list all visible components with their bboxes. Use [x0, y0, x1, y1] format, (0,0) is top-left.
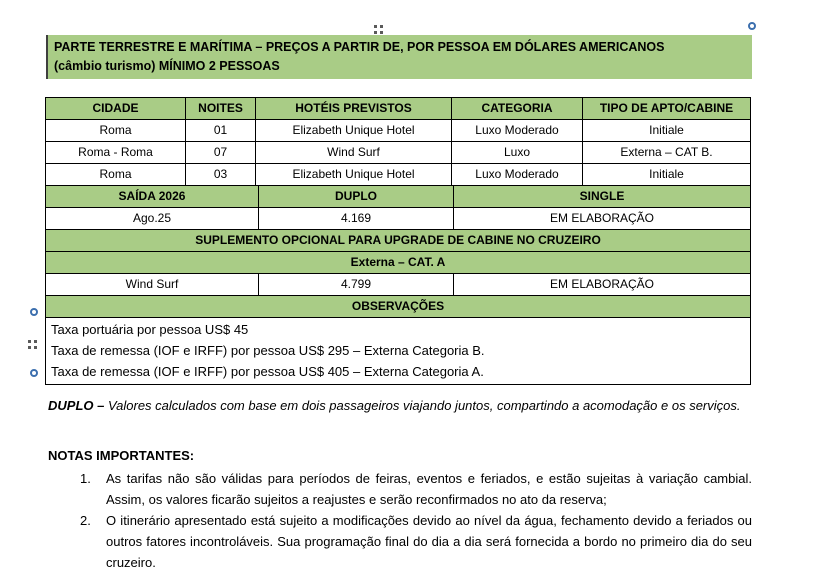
cell-upgrade-price: 4.799 — [259, 274, 454, 295]
selection-handle-left-upper[interactable] — [30, 308, 38, 316]
table-row — [46, 164, 750, 186]
observation-line: Taxa de remessa (IOF e IRFF) por pessoa US$ 295 – Externa Categoria B. — [51, 343, 485, 358]
duplo-note-text: Valores calculados com base em dois passageiros viajando juntos, compartindo a acomodação e os serviços. — [104, 398, 741, 413]
note-item-number: 1. — [80, 471, 91, 486]
observation-line: Taxa de remessa (IOF e IRFF) por pessoa US$ 405 – Externa Categoria A. — [51, 364, 484, 379]
cell-noites: 01 — [186, 120, 256, 141]
col-header-single: SINGLE — [579, 189, 625, 203]
supplement-category: Externa – CAT. A — [350, 255, 446, 269]
col-header-saida: SAÍDA 2026 — [46, 186, 259, 207]
pricing-header-row — [46, 186, 750, 208]
cell-upgrade-single: EM ELABORAÇÃO — [549, 277, 655, 291]
cell-tipo-apto: Initiale — [649, 167, 684, 181]
cell-categoria: Luxo — [452, 142, 583, 163]
cell-hotel: Wind Surf — [256, 142, 452, 163]
col-header-noites: NOITES — [186, 98, 256, 119]
selection-handle-left-lower[interactable] — [30, 369, 38, 377]
observations-block — [46, 318, 750, 384]
cell-cidade: Roma — [46, 120, 186, 141]
col-header-hoteis: HOTÉIS PREVISTOS — [256, 98, 452, 119]
cell-ship-name: Wind Surf — [46, 274, 259, 295]
col-header-duplo: DUPLO — [259, 186, 454, 207]
cell-cidade: Roma - Roma — [46, 142, 186, 163]
observations-header-row — [46, 296, 750, 318]
supplement-row — [46, 274, 750, 296]
cell-hotel: Elizabeth Unique Hotel — [256, 164, 452, 185]
observation-line: Taxa portuária por pessoa US$ 45 — [51, 322, 249, 337]
duplo-note-lead: DUPLO – — [48, 398, 105, 413]
table-header-row — [46, 98, 750, 120]
duplo-note — [48, 396, 750, 415]
supplement-title: SUPLEMENTO OPCIONAL PARA UPGRADE DE CABINE NO CRUZEIRO — [195, 233, 601, 247]
col-header-tipo-apto: TIPO DE APTO/CABINE — [599, 101, 734, 115]
cell-cidade: Roma — [46, 164, 186, 185]
cell-single-price: EM ELABORAÇÃO — [549, 211, 655, 225]
cell-noites: 07 — [186, 142, 256, 163]
cell-categoria: Luxo Moderado — [452, 120, 583, 141]
important-notes-heading: NOTAS IMPORTANTES: — [48, 448, 195, 463]
observations-title: OBSERVAÇÕES — [351, 299, 445, 313]
table-move-handle-icon[interactable] — [374, 25, 377, 28]
note-item-number: 2. — [80, 513, 91, 528]
cell-noites: 03 — [186, 164, 256, 185]
cell-tipo-apto: Initiale — [649, 123, 684, 137]
selection-handle-top-right[interactable] — [748, 22, 756, 30]
title-line-1: PARTE TERRESTRE E MARÍTIMA – PREÇOS A PARTIR DE, POR PESSOA EM DÓLARES AMERICANOS — [54, 40, 665, 54]
supplement-category-row — [46, 252, 750, 274]
note-item-1 — [48, 468, 752, 510]
table-row — [46, 120, 750, 142]
pricing-row — [46, 208, 750, 230]
document-title-banner — [46, 35, 752, 79]
cell-tipo-apto: Externa – CAT B. — [620, 145, 713, 159]
table-row — [46, 142, 750, 164]
cell-hotel: Elizabeth Unique Hotel — [256, 120, 452, 141]
title-line-2: (câmbio turismo) MÍNIMO 2 PESSOAS — [54, 59, 280, 73]
note-item-2 — [48, 510, 752, 573]
move-handle-left-icon[interactable] — [28, 340, 31, 343]
cell-categoria: Luxo Moderado — [452, 164, 583, 185]
note-item-text: As tarifas não são válidas para períodos de feiras, eventos e feriados, e estão sujeitas à variação cambial. Assim, os valores ficarão sujeitos a reajustes e serão reconfirmados no ato da reserva; — [106, 471, 752, 507]
supplement-title-row — [46, 230, 750, 252]
important-notes-list — [48, 468, 752, 573]
col-header-cidade: CIDADE — [46, 98, 186, 119]
cell-duplo-price: 4.169 — [259, 208, 454, 229]
note-item-text: O itinerário apresentado está sujeito a modificações devido ao nível da água, fechamento devido a feriados ou outros fatores incontroláveis. Sua programação final do dia a dia será fornecida a bordo no primeiro dia do seu cruzeiro. — [106, 513, 752, 570]
pricing-table — [45, 97, 751, 385]
col-header-categoria: CATEGORIA — [452, 98, 583, 119]
cell-saida-date: Ago.25 — [46, 208, 259, 229]
